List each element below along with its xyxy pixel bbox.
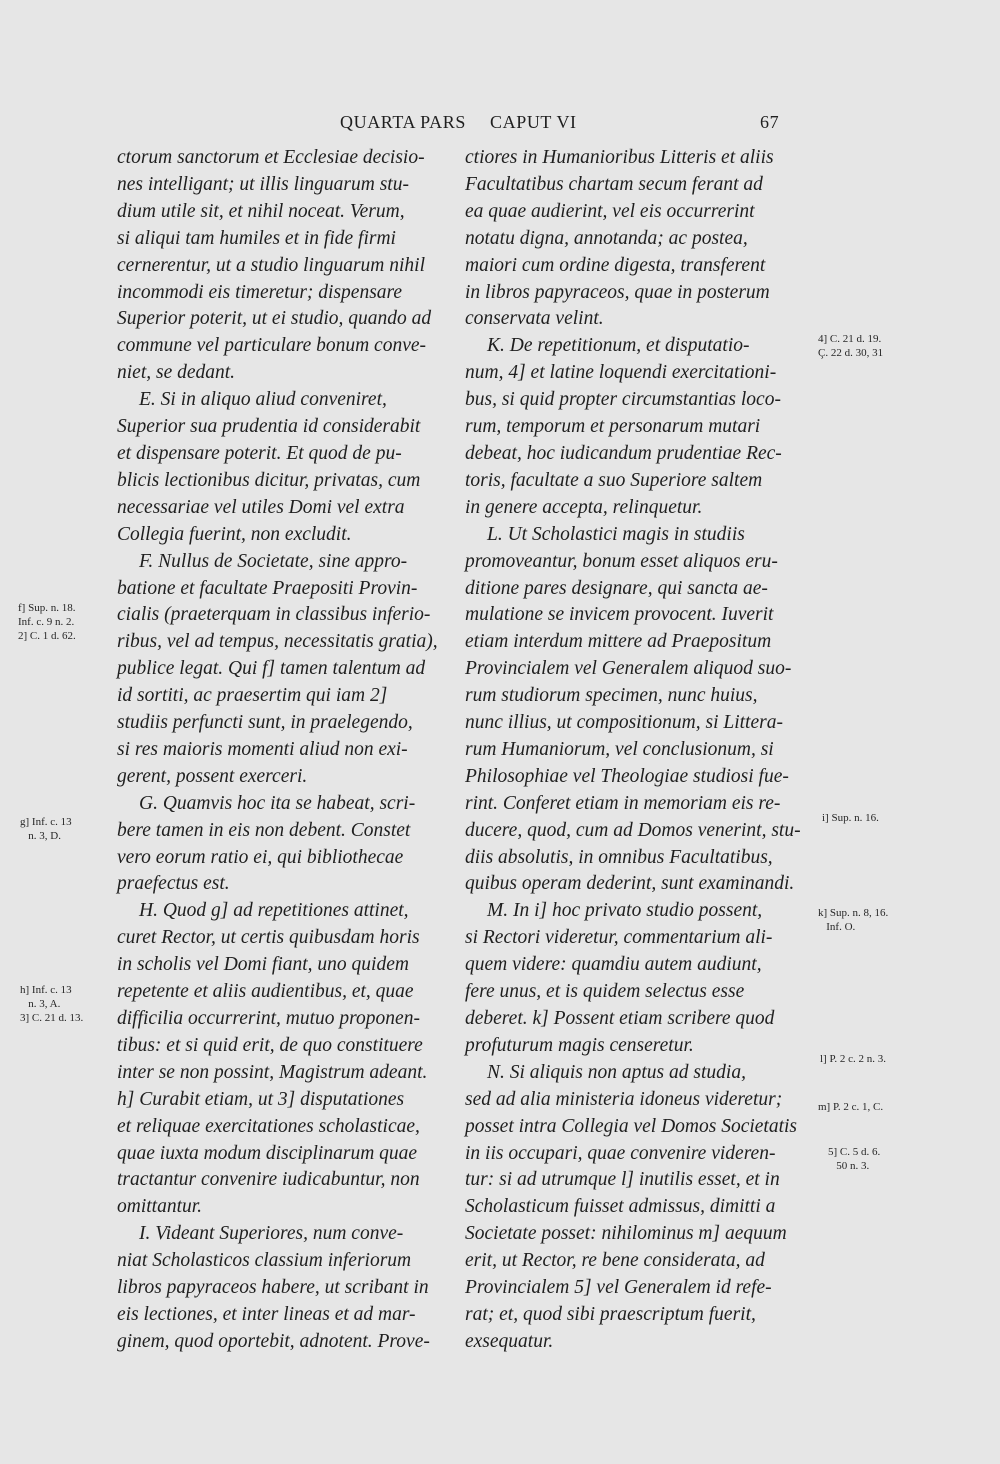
paragraph-start-line: L. Ut Scholastici magis in studiis	[487, 523, 745, 545]
text-line: eis lectiones, et inter lineas et ad mar-	[117, 1303, 416, 1325]
text-line: quem videre: quamdiu autem audiunt,	[465, 954, 762, 976]
text-line: rum studiorum specimen, nunc huius,	[465, 685, 758, 707]
paragraph-start-line: E. Si in aliquo aliud conveniret,	[139, 389, 387, 411]
header-chapter-title: CAPUT VI	[490, 112, 577, 132]
text-line: tractantur convenire iudicabuntur, non	[117, 1169, 420, 1191]
text-line: in iis occupari, quae convenire videren-	[465, 1142, 776, 1164]
text-line: promoveantur, bonum esset aliquos eru-	[465, 550, 778, 572]
text-line: toris, facultate a suo Superiore saltem	[465, 469, 763, 491]
text-line: bere tamen in eis non debent. Constet	[117, 819, 411, 841]
text-line: nunc illius, ut compositionum, si Littera-	[465, 712, 783, 734]
text-line: rint. Conferet etiam in memoriam eis re-	[465, 792, 781, 814]
text-line: et dispensare poterit. Et quod de pu-	[117, 442, 402, 464]
text-line: erit, ut Rector, re bene considerata, ad	[465, 1250, 765, 1272]
text-line: ditione pares designare, qui sancta ae-	[465, 577, 768, 599]
text-line: difficilia occurrerint, mutuo proponen-	[117, 1008, 420, 1029]
text-line: tur: si ad utrumque l] inutilis esset, et in	[465, 1169, 780, 1191]
text-line: omittantur.	[117, 1196, 203, 1218]
text-line: exsequatur.	[465, 1330, 554, 1352]
text-line: Provincialem vel Generalem aliquod suo-	[465, 658, 792, 680]
paragraph-start-line: F. Nullus de Societate, sine appro-	[139, 550, 408, 572]
text-line: quibus operam dederint, sunt examinandi.	[465, 873, 795, 895]
text-line: rat; et, quod sibi praescriptum fuerit,	[465, 1303, 756, 1325]
text-line: si Rectori videretur, commentarium ali-	[465, 927, 773, 949]
text-line: cernerentur, ut a studio linguarum nihil	[117, 254, 426, 276]
text-line: debeat, hoc iudicandum prudentiae Rec-	[465, 442, 782, 464]
text-line: ducere, quod, cum ad Domos venerint, stu-	[465, 819, 801, 841]
text-line: profuturum magis censeretur.	[465, 1034, 694, 1056]
text-line: deberet. k] Possent etiam scribere quod	[465, 1008, 775, 1029]
text-line: in genere accepta, relinquetur.	[465, 496, 703, 518]
text-line: rum, temporum et personarum mutari	[465, 416, 761, 438]
text-line: niat Scholasticos classium inferiorum	[117, 1250, 412, 1272]
page-number: 67	[760, 112, 780, 132]
text-line: Collegia fuerint, non excludit.	[117, 523, 352, 545]
text-line: studiis perfuncti sunt, in praelegendo,	[117, 712, 413, 734]
text-line: diis absolutis, in omnibus Facultatibus,	[465, 846, 773, 868]
text-line: blicis lectionibus dicitur, privatas, cum	[117, 469, 421, 491]
text-line: sed ad alia ministeria idoneus videretur;	[465, 1088, 783, 1110]
text-line: ea quae audierint, vel eis occurrerint	[465, 200, 755, 222]
text-line: repetente et aliis audientibus, et, quae	[117, 981, 414, 1003]
text-line: conservata velint.	[465, 308, 604, 330]
text-line: necessariae vel utiles Domi vel extra	[117, 496, 405, 518]
text-line: libros papyraceos habere, ut scribant in	[117, 1277, 429, 1299]
paragraph-start-line: H. Quod g] ad repetitiones attinet,	[139, 900, 409, 922]
text-line: publice legat. Qui f] tamen talentum ad	[117, 658, 426, 680]
text-line: ginem, quod oportebit, adnotent. Prove-	[117, 1330, 430, 1352]
text-line: curet Rector, ut certis quibusdam horis	[117, 927, 420, 949]
text-line: in libros papyraceos, quae in posterum	[465, 281, 770, 303]
margin-note: f] Sup. n. 18. Inf. c. 9 n. 2. 2] C. 1 d. 62.	[18, 602, 76, 642]
text-line: maiori cum ordine digesta, transferent	[465, 254, 766, 276]
paragraph-start-line: M. In i] hoc privato studio possent,	[487, 900, 763, 922]
text-line: Scholasticum fuisset admissus, dimitti a	[465, 1196, 776, 1218]
text-line: cialis (praeterquam in classibus inferio-	[117, 604, 431, 626]
text-line: ribus, vel ad tempus, necessitatis gratia),	[117, 631, 438, 653]
text-line: si res maioris momenti aliud non exi-	[117, 738, 408, 760]
text-line: Societate posset: nihilominus m] aequum	[465, 1223, 787, 1245]
paragraph-start-line: N. Si aliquis non aptus ad studia,	[487, 1061, 746, 1083]
text-line: incommodi eis timeretur; dispensare	[117, 281, 403, 303]
text-line: ctorum sanctorum et Ecclesiae decisio-	[117, 147, 425, 168]
text-line: Philosophiae vel Theologiae studiosi fue-	[465, 765, 789, 787]
text-line: tibus: et si quid erit, de quo constituere	[117, 1034, 423, 1056]
text-line: dium utile sit, et nihil noceat. Verum,	[117, 200, 405, 222]
text-line: id sortiti, ac praesertim qui iam 2]	[117, 685, 388, 707]
text-line: et reliquae exercitationes scholasticae,	[117, 1115, 420, 1137]
text-line: vero eorum ratio ei, qui bibliothecae	[117, 846, 404, 868]
running-header	[0, 112, 1000, 138]
text-line: Provincialem 5] vel Generalem id refe-	[465, 1277, 772, 1299]
header-part-title: QUARTA PARS	[340, 112, 466, 132]
margin-note: h] Inf. c. 13 n. 3, A. 3] C. 21 d. 13.	[20, 984, 84, 1024]
text-line: Superior poterit, ut ei studio, quando ad	[117, 308, 432, 330]
text-line: niet, se dedant.	[117, 362, 236, 384]
margin-note: 4] C. 21 d. 19. Ç. 22 d. 30, 31	[818, 333, 884, 359]
paragraph-start-line: K. De repetitionum, et disputatio-	[487, 335, 750, 357]
right-text-column	[465, 145, 802, 1356]
text-line: rum Humaniorum, vel conclusionum, si	[465, 738, 774, 760]
text-line: Superior sua prudentia id considerabit	[117, 416, 421, 438]
text-line: praefectus est.	[117, 873, 230, 895]
text-line: in scholis vel Domi fiant, uno quidem	[117, 954, 409, 976]
text-line: ctiores in Humanioribus Litteris et aliis	[465, 147, 774, 168]
text-line: gerent, possent exerceri.	[117, 765, 308, 787]
text-line: fere unus, et is quidem selectus esse	[465, 981, 745, 1003]
text-line: commune vel particulare bonum conve-	[117, 335, 427, 357]
text-line: batione et facultate Praepositi Provin-	[117, 577, 418, 599]
text-line: nes intelligant; ut illis linguarum stu-	[117, 173, 409, 195]
text-line: posset intra Collegia vel Domos Societatis	[465, 1115, 798, 1137]
text-line: Facultatibus chartam secum ferant ad	[465, 173, 763, 195]
margin-note: k] Sup. n. 8, 16. Inf. O.	[818, 907, 889, 933]
paragraph-start-line: I. Videant Superiores, num conve-	[139, 1223, 404, 1245]
margin-note: i] Sup. n. 16.	[822, 812, 879, 824]
text-line: num, 4] et latine loquendi exercitationi-	[465, 362, 777, 384]
text-line: notatu digna, annotanda; ac postea,	[465, 227, 748, 249]
text-line: bus, si quid propter circumstantias loco-	[465, 389, 781, 411]
margin-note: g] Inf. c. 13 n. 3, D.	[20, 816, 72, 842]
text-line: quae iuxta modum disciplinarum quae	[117, 1142, 418, 1164]
text-line: inter se non possint, Magistrum adeant.	[117, 1061, 428, 1083]
text-line: si aliqui tam humiles et in fide firmi	[117, 227, 396, 249]
text-line: mulatione se invicem provocent. Iuverit	[465, 604, 774, 626]
margin-note: m] P. 2 c. 1, C.	[818, 1101, 884, 1113]
left-text-column	[117, 145, 453, 1356]
paragraph-start-line: G. Quamvis hoc ita se habeat, scri-	[139, 792, 416, 814]
text-line: etiam interdum mittere ad Praepositum	[465, 631, 772, 653]
margin-note: 5] C. 5 d. 6. 50 n. 3.	[828, 1146, 881, 1172]
margin-note: l] P. 2 c. 2 n. 3.	[820, 1053, 886, 1065]
text-line: h] Curabit etiam, ut 3] disputationes	[117, 1088, 405, 1110]
